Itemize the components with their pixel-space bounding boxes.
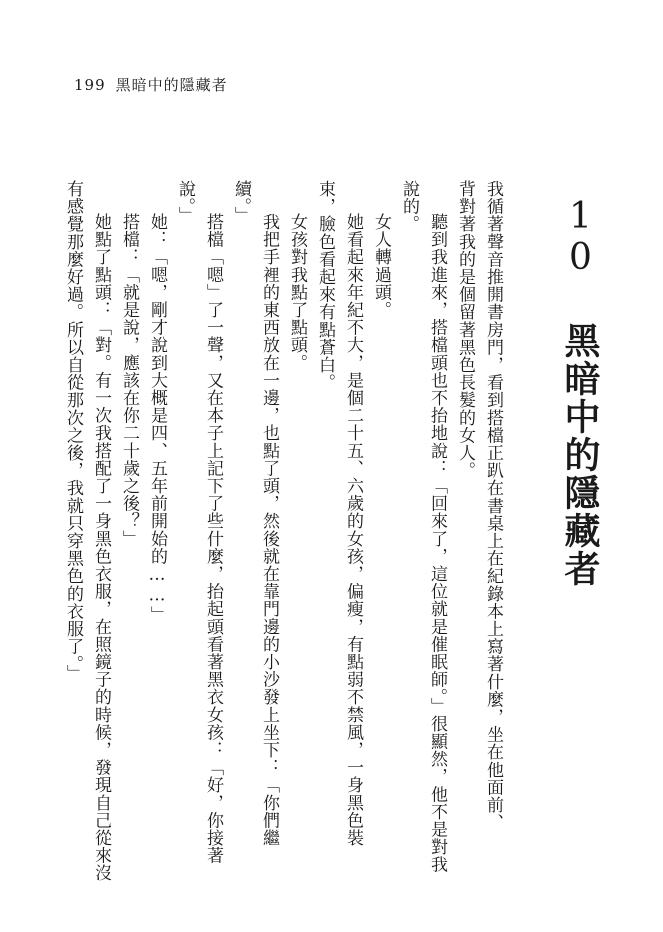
text-line-2: 背對著我的是個留著黑色長髮的女人。 bbox=[455, 180, 475, 480]
text-line-3: 聽到我進來，搭檔頭也不抬地說：「回來了，這位就是催眠師。」很顯然，他不是對我 bbox=[427, 213, 447, 874]
text-line-16: 有感覺那麼好過。所以自從那次之後，我就只穿黑色的衣服了。」 bbox=[63, 180, 83, 682]
text-line-13: 她：「嗯，剛才說到大概是四、五年前開始的……」 bbox=[147, 213, 167, 624]
running-header bbox=[74, 74, 228, 95]
chapter-title: 黑暗中的隱藏者 bbox=[559, 322, 601, 588]
running-title: 黑暗中的隱藏者 bbox=[115, 76, 228, 94]
text-line-9: 我把手裡的東西放在一邊，也點了頭，然後就在靠門邊的小沙發上坐下：「你們繼 bbox=[259, 213, 279, 847]
chapter-heading bbox=[548, 196, 604, 588]
text-line-7: 束，臉色看起來有點蒼白。 bbox=[315, 180, 335, 392]
text-line-10: 續。」 bbox=[231, 180, 251, 225]
text-line-14: 搭檔：「就是說，應該在你二十歲之後？」 bbox=[119, 213, 139, 548]
text-line-1: 我循著聲音推開書房門，看到搭檔正趴在書桌上在紀錄本上寫著什麼，坐在他面前、 bbox=[483, 180, 503, 832]
text-line-5: 女人轉過頭。 bbox=[371, 213, 391, 319]
text-line-8: 女孩對我點了點頭。 bbox=[287, 213, 307, 372]
text-line-15: 她點了點頭：「對。有一次我搭配了一身黑色衣服，在照鏡子的時候，發現自己從來沒 bbox=[91, 213, 111, 882]
text-line-4: 說的。 bbox=[399, 180, 419, 233]
page-number: 199 bbox=[74, 76, 106, 94]
text-line-12: 說。」 bbox=[175, 180, 195, 225]
chapter-number: 10 bbox=[560, 196, 601, 278]
text-line-6: 她看起來年紀不大，是個二十五、六歲的女孩，偏瘦，有點弱不禁風，一身黑色裝 bbox=[343, 213, 363, 847]
text-line-11: 搭檔「嗯」了一聲，又在本子上記下了些什麼，抬起頭看著黑衣女孩：「好，你接著 bbox=[203, 213, 223, 865]
